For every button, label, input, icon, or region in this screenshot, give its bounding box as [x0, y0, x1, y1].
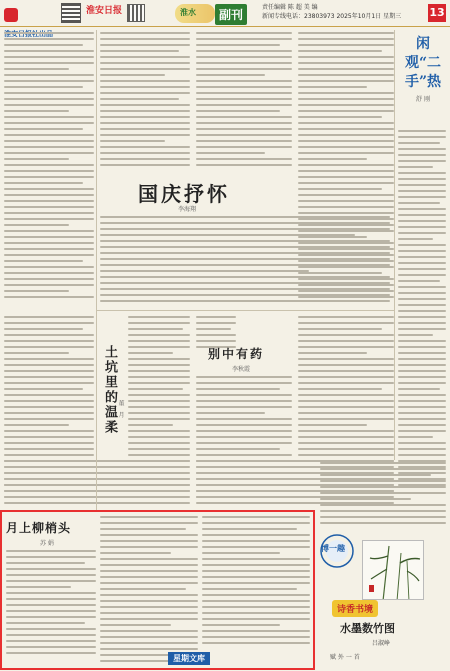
article-column	[6, 550, 96, 658]
column-logo	[318, 532, 356, 570]
section-divider	[96, 310, 394, 311]
column-divider	[96, 30, 97, 510]
newspaper-logo	[4, 4, 62, 22]
weekly-library-tag: 星期文库	[168, 652, 210, 665]
qr-code-icon[interactable]	[62, 4, 80, 22]
qr-code-icon[interactable]	[128, 5, 144, 21]
bamboo-icon	[363, 541, 424, 600]
column-logo-text: 博一趣	[321, 544, 345, 553]
paper-name: 淮安日报	[86, 6, 123, 16]
page-number: 13	[428, 4, 446, 22]
poem-author: 吕淑峥	[372, 640, 391, 647]
logo-mark-icon	[4, 8, 18, 22]
poem-subtitle: 赋 外 一 首	[330, 654, 360, 661]
mid-headline: 别中有药	[208, 347, 265, 361]
main-author: 李海翔	[178, 206, 197, 213]
article-column	[202, 516, 310, 648]
article-column	[4, 32, 94, 302]
article-column	[196, 32, 292, 170]
poem-title: 水墨数竹图	[340, 622, 395, 635]
article-column	[398, 130, 446, 490]
ink-bamboo-painting	[362, 540, 424, 600]
main-article-body	[100, 216, 390, 306]
vertical-headline: 土坑里的温柔	[102, 345, 117, 435]
highlight-headline: 月上柳梢头	[6, 521, 72, 535]
date-line: 新闻专线电话：23803973 2025年10月1日 星期三	[262, 13, 402, 20]
article-column	[4, 460, 190, 508]
page-header-info	[262, 3, 412, 21]
vertical-author: 董 月	[117, 400, 124, 420]
article-column	[320, 462, 446, 528]
poem-section-tag: 诗香书境	[332, 600, 378, 617]
column-divider	[394, 30, 395, 460]
opinion-article	[398, 35, 448, 103]
article-column	[100, 32, 190, 170]
article-column	[100, 516, 198, 666]
main-headline: 国庆抒怀	[138, 182, 230, 206]
opinion-author: 舒 刚	[416, 96, 430, 103]
opinion-title: 闲观“二手”热	[404, 36, 442, 90]
mid-author: 李秋霞	[232, 366, 251, 373]
section-logo	[175, 2, 255, 25]
section-title: 副刊	[215, 4, 247, 25]
editor-line: 责任编辑 陈 超 美 编	[262, 4, 318, 11]
section-subtitle: 淮水	[180, 8, 196, 17]
highlight-author: 苏 娟	[40, 540, 54, 547]
